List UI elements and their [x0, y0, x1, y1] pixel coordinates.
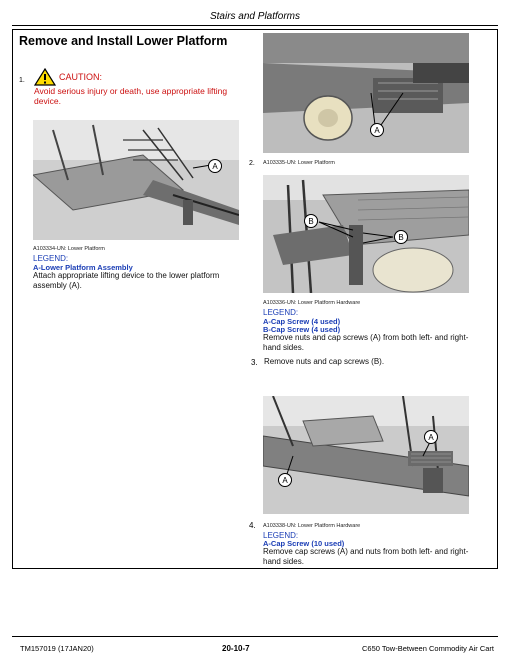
- footer-doc-id: TM157019 (17JAN20): [20, 644, 94, 653]
- step-1-instruction: Attach appropriate lifting device to the lower platform assembly (A).: [33, 271, 220, 290]
- caution-header: [34, 68, 102, 86]
- page-header: [12, 8, 498, 26]
- page-footer: [12, 636, 498, 654]
- photo-2-caption: A103335-UN: Lower Platform: [263, 160, 335, 166]
- step-1-number: 1.: [19, 77, 25, 84]
- photo-4-caption: A103338-UN: Lower Platform Hardware: [263, 523, 361, 529]
- footer-product: C650 Tow-Between Commodity Air Cart: [362, 644, 494, 653]
- callout-a-label: A: [282, 476, 288, 485]
- step-3-number: 3.: [251, 358, 258, 367]
- photo-1-caption: A103334-UN: Lower Platform: [33, 246, 105, 252]
- callout-a: [423, 429, 439, 445]
- callout-b: [303, 213, 319, 229]
- photo-stairs-hardware: [263, 396, 469, 514]
- legend-3-header: LEGEND:: [263, 531, 299, 540]
- warning-triangle-icon: [34, 68, 56, 86]
- legend-1-item-a: A-Lower Platform Assembly: [33, 263, 133, 272]
- legend-2-item-b: B-Cap Screw (4 used): [263, 325, 341, 334]
- legend-2-item-a: A-Cap Screw (4 used): [263, 317, 341, 326]
- legend-1-header: LEGEND:: [33, 254, 69, 263]
- callout-a-label: A: [428, 433, 434, 442]
- callout-b-label: B: [308, 217, 314, 226]
- header-title: Stairs and Platforms: [209, 11, 301, 22]
- photo-3-caption: A103336-UN: Lower Platform Hardware: [263, 300, 361, 306]
- step-4-instruction: Remove cap screws (A) and nuts from both left- and right-hand sides.: [263, 547, 469, 566]
- step-3-instruction: Remove nuts and cap screws (B).: [264, 357, 385, 366]
- legend-2-header: LEGEND:: [263, 308, 299, 317]
- callout-b: [393, 229, 409, 245]
- photo-lower-platform: [33, 120, 239, 240]
- callout-a-label: A: [374, 126, 380, 135]
- photo-platform-hardware: [263, 175, 469, 293]
- step-4-number: 4.: [249, 521, 256, 530]
- caution-label: CAUTION:: [59, 72, 103, 82]
- callout-a: [369, 122, 385, 138]
- section-title: Remove and Install Lower Platform: [19, 34, 228, 48]
- callout-a-label: A: [212, 162, 218, 171]
- legend-3-item-a: A-Cap Screw (10 used): [263, 539, 345, 548]
- callout-a: [207, 158, 223, 174]
- step-2-number: 2.: [249, 160, 255, 167]
- step-2-instruction: Remove nuts and cap screws (A) from both left- and right-hand sides.: [263, 333, 469, 352]
- callout-a: [277, 472, 293, 488]
- callout-b-label: B: [398, 233, 404, 242]
- photo-platform-closeup: [263, 33, 469, 153]
- caution-text: Avoid serious injury or death, use appropriate lifting device.: [34, 86, 228, 106]
- footer-page-number: 20-10-7: [222, 644, 250, 653]
